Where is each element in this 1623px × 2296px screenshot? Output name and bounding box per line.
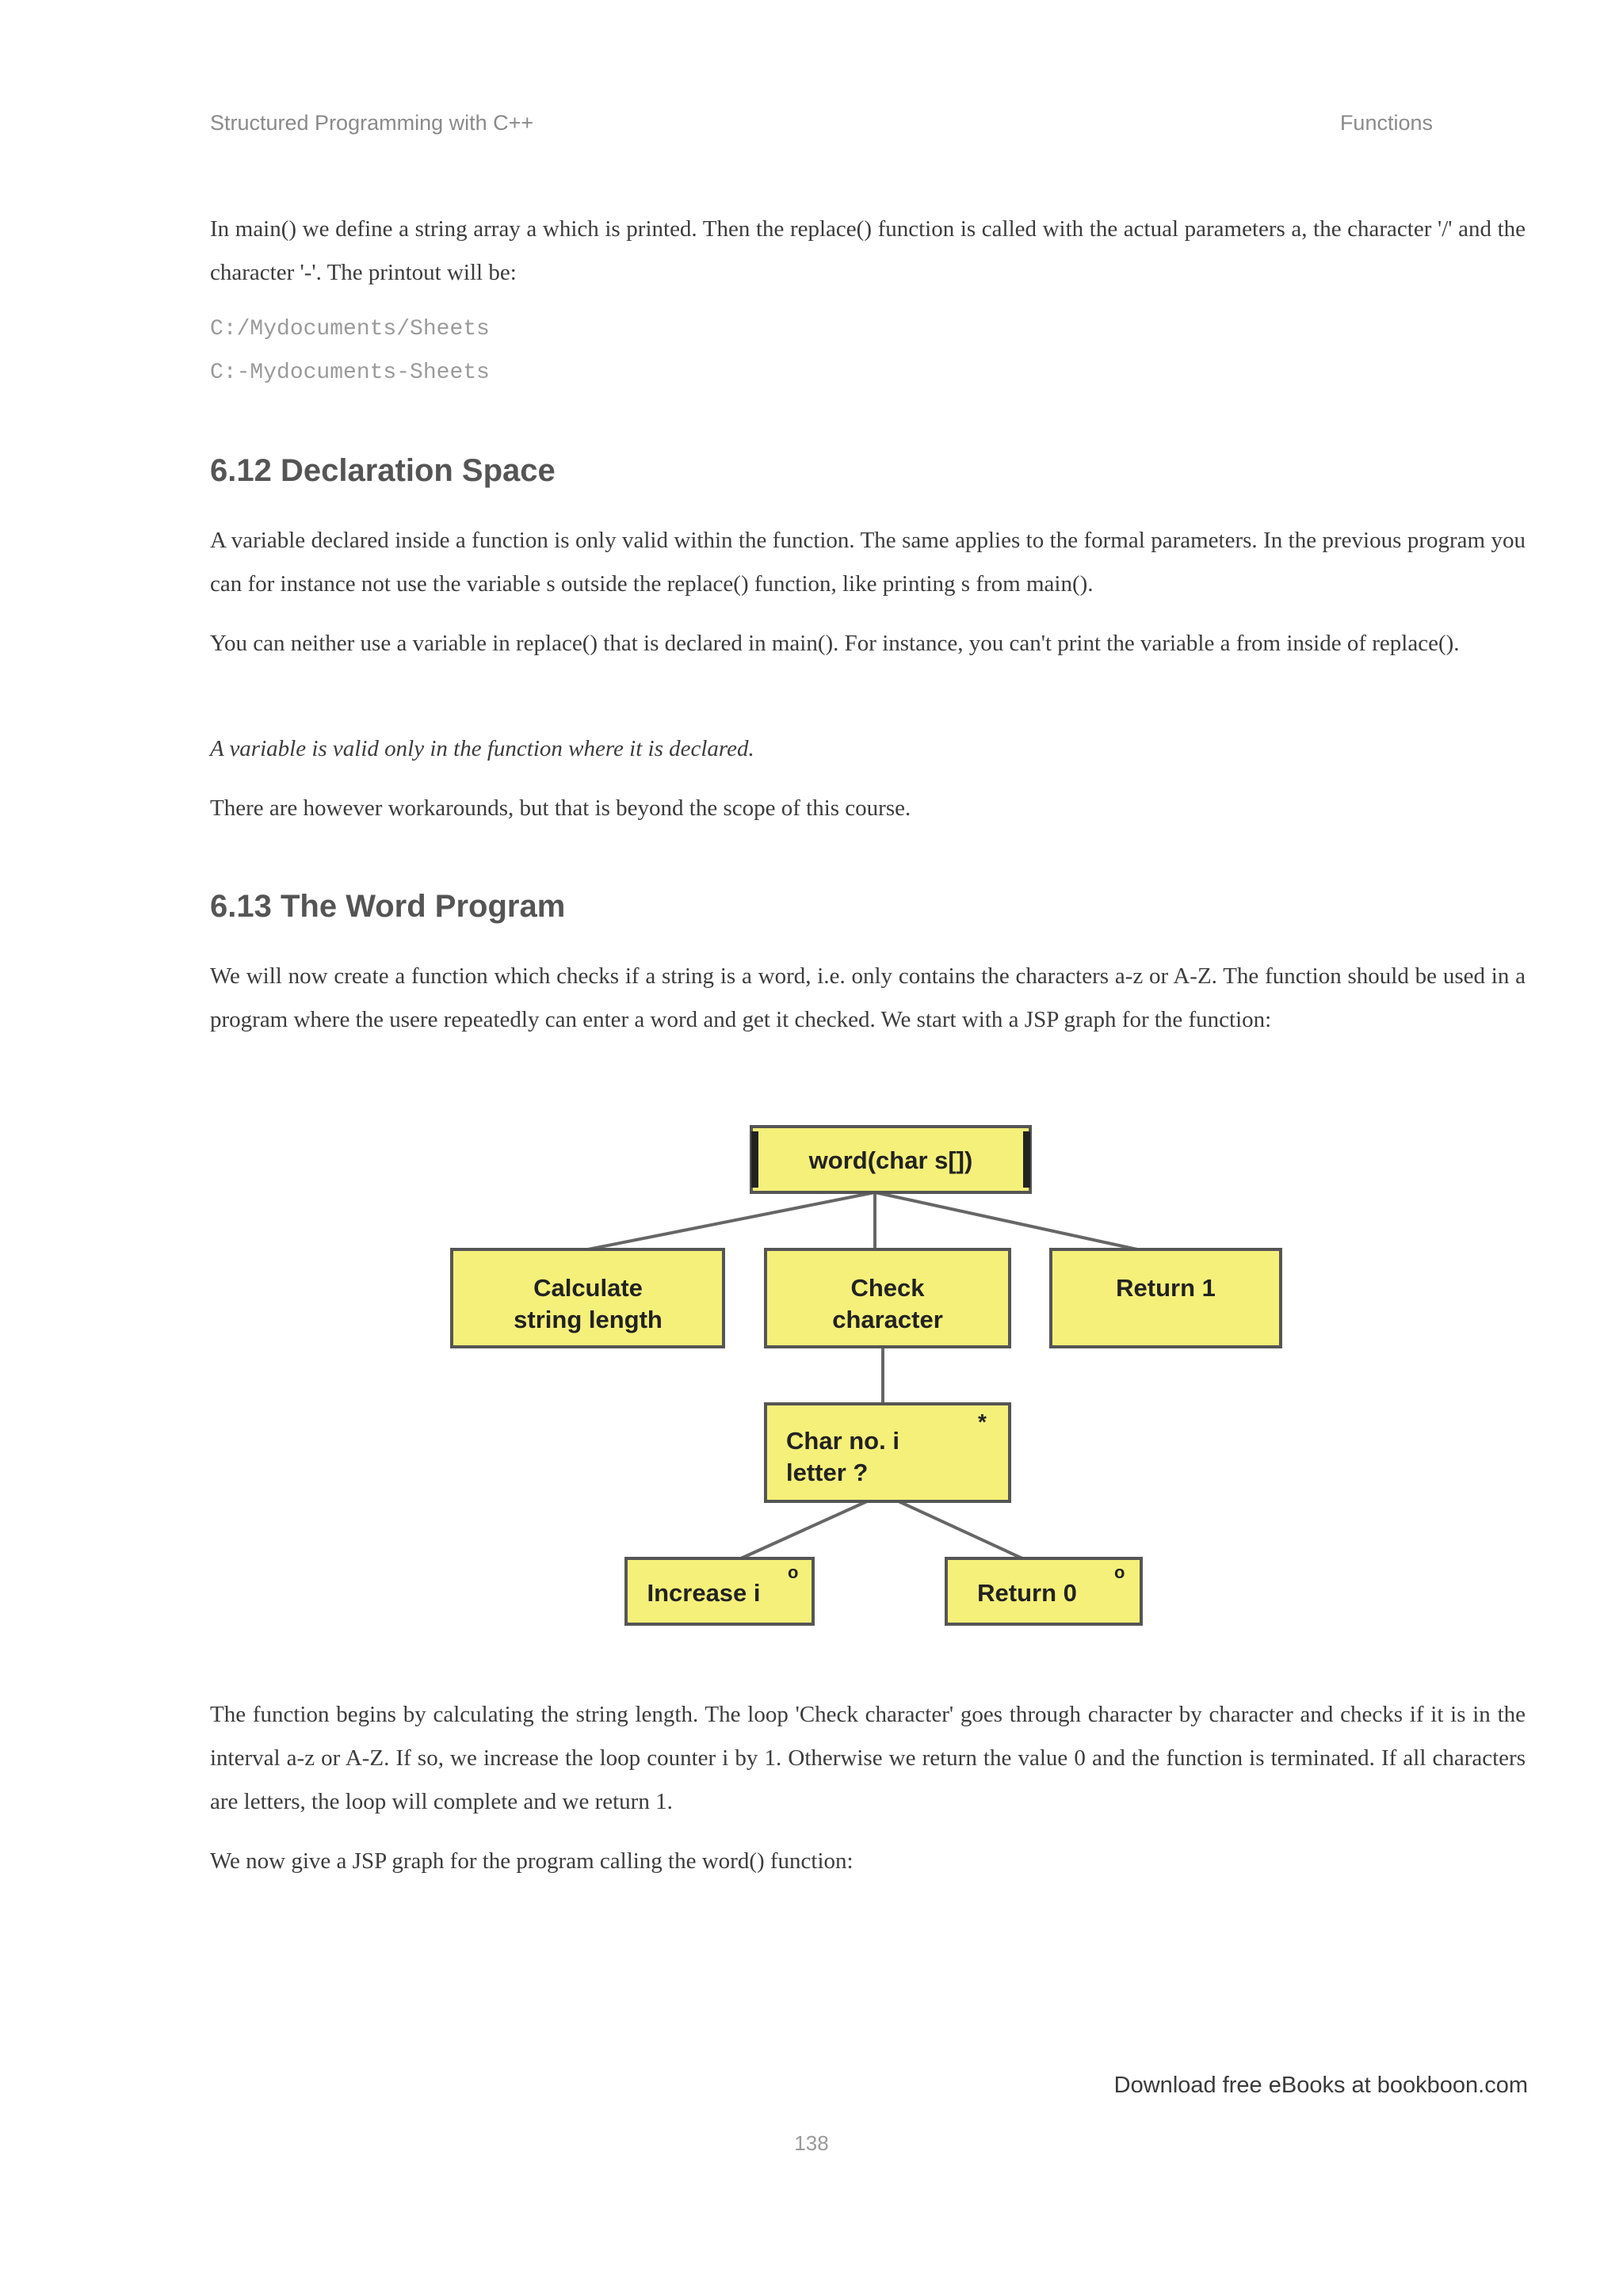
char-label-2: letter ? <box>786 1459 869 1486</box>
return1-label: Return 1 <box>1116 1274 1216 1302</box>
diagram-connectors <box>588 1192 1137 1558</box>
box-check <box>766 1249 1010 1347</box>
increase-label: Increase i <box>647 1579 761 1607</box>
paragraph: We will now create a function which checks if a string is a word, i.e. only contains the characters a-z or A-Z. The function should be used in a program where the usere repeatedly can enter a word and get it checked. We start with a JSP graph for the function: <box>210 963 1526 1032</box>
connector-char-increase <box>741 1501 867 1558</box>
return0-label: Return 0 <box>977 1579 1077 1607</box>
section-6-13-p3 <box>210 1840 1526 1883</box>
code-line-1: C:/Mydocuments/Sheets <box>210 317 490 341</box>
chapter-title: Functions <box>1339 111 1433 135</box>
paragraph: We now give a JSP graph for the program calling the word() function: <box>210 1848 854 1874</box>
paragraph: There are however workarounds, but that is beyond the scope of this course. <box>210 795 911 821</box>
paragraph: The function begins by calculating the string length. The loop 'Check character' goes through character by character and checks if it is in the interval a-z or A-Z. If so, we increase the loop counter i by 1. Otherwise we return the value 0 and the function is terminated. If all characters are letters, the loop will complete and we return 1. <box>210 1702 1526 1814</box>
connector-root-calc <box>588 1192 875 1249</box>
paragraph: You can neither use a variable in replace() that is declared in main(). For instance, you can't print the variable a from inside of replace(). <box>210 631 1460 656</box>
check-label-2: character <box>832 1306 943 1333</box>
check-label-1: Check <box>850 1274 925 1302</box>
book-title: Structured Programming with C++ <box>210 111 534 135</box>
box-char-letter <box>766 1404 1010 1501</box>
italic-statement: A variable is valid only in the function where it is declared. <box>210 736 754 761</box>
root-right-bar <box>1023 1131 1030 1188</box>
code-line-2: C:-Mydocuments-Sheets <box>210 360 490 385</box>
heading-word-program: 6.13 The Word Program <box>210 889 566 924</box>
intro-paragraph: In main() we define a string array a which is printed. Then the replace() function is called with the actual parameters a, the character '/' and the character '-'. The printout will be: <box>210 216 1526 285</box>
box-root <box>751 1127 1030 1192</box>
selection-mark-return0: o <box>1114 1562 1125 1582</box>
connector-root-return1 <box>875 1192 1137 1249</box>
heading-declaration-space: 6.12 Declaration Space <box>210 453 556 488</box>
download-link[interactable]: Download free eBooks at bookboon.com <box>1113 2073 1528 2098</box>
box-return1 <box>1051 1249 1281 1347</box>
box-increase <box>626 1558 813 1624</box>
section-6-13-p2 <box>210 1693 1526 1824</box>
calc-label-1: Calculate <box>533 1274 643 1302</box>
box-return0 <box>946 1558 1141 1624</box>
root-left-bar <box>751 1131 758 1188</box>
paragraph: A variable declared inside a function is only valid within the function. The same applies to the formal parameters. In the previous program you can for instance not use the variable s outside the replace() function, like printing s from main(). <box>210 528 1526 597</box>
calc-label-2: string length <box>514 1306 663 1333</box>
iteration-mark: * <box>978 1409 987 1434</box>
selection-mark-increase: o <box>788 1562 799 1582</box>
page-number: 138 <box>794 2131 829 2155</box>
root-label: word(char s[]) <box>808 1146 973 1174</box>
char-label-1: Char no. i <box>786 1427 899 1455</box>
box-calculate <box>452 1249 724 1347</box>
connector-char-return0 <box>899 1501 1022 1558</box>
